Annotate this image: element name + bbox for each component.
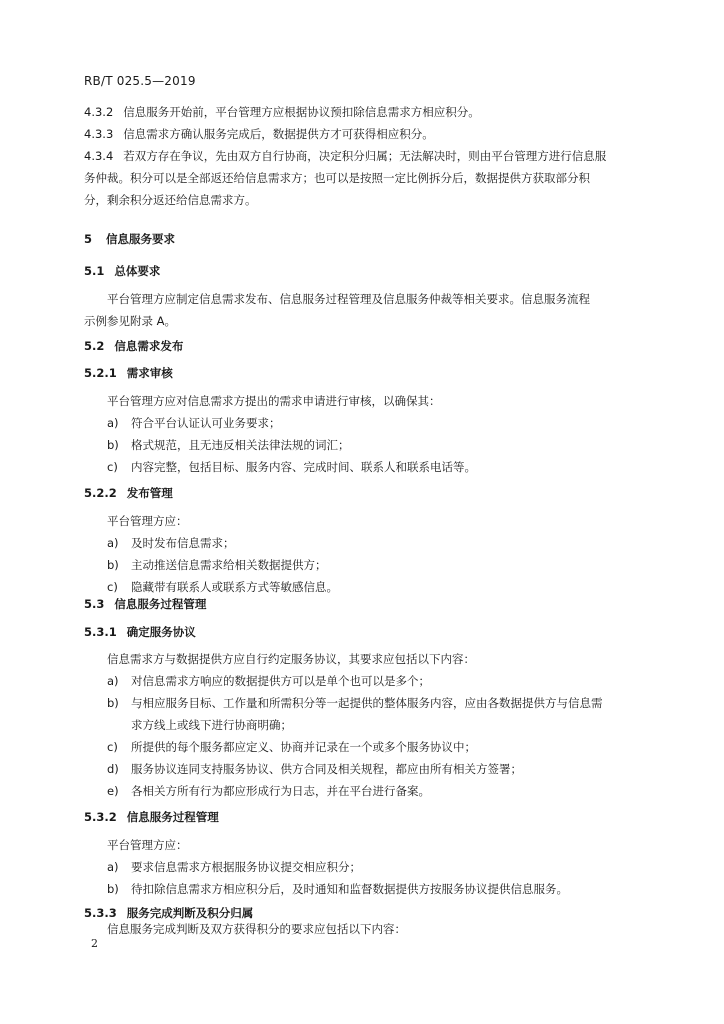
list-item-cont: 求方线上或线下进行协商明确； [131, 718, 292, 732]
section-title: 确定服务协议 [126, 625, 196, 639]
section-5-1-heading [84, 264, 654, 279]
list-marker: a) [107, 860, 119, 874]
section-title: 总体要求 [114, 264, 161, 278]
clause-4-3-3 [84, 127, 654, 142]
clause-4-3-2 [84, 105, 654, 120]
clause-text: 若双方存在争议，先由双方自行协商，决定积分归属；无法解决时，则由平台管理方进行信息服 [123, 149, 607, 163]
list-marker: b) [107, 558, 119, 572]
list-text: 主动推送信息需求给相关数据提供方； [131, 558, 327, 572]
paragraph: 信息服务完成判断及双方获得积分的要求应包括以下内容： [107, 922, 406, 936]
section-number: 5.3.1 [84, 625, 117, 639]
clause-text: 信息需求方确认服务完成后，数据提供方才可获得相应积分。 [123, 127, 434, 141]
clause-number: 4.3.4 [84, 149, 114, 163]
list-marker: b) [107, 882, 119, 896]
list-item [107, 416, 655, 431]
list-item [107, 882, 655, 897]
section-number: 5.2 [84, 339, 105, 353]
list-marker: d) [107, 762, 119, 776]
section-5-2-2-heading [84, 486, 654, 501]
list-item [107, 438, 655, 453]
list-item [107, 762, 655, 777]
list-marker: c) [107, 580, 118, 594]
paragraph: 平台管理方应制定信息需求发布、信息服务过程管理及信息服务仲裁等相关要求。信息服务流程 [107, 292, 590, 306]
list-marker: c) [107, 740, 118, 754]
section-title: 信息服务要求 [106, 232, 176, 246]
section-title: 发布管理 [126, 486, 173, 500]
list-marker: b) [107, 696, 119, 710]
section-5-2-heading [84, 339, 654, 354]
list-item [107, 784, 655, 799]
list-item [107, 558, 655, 573]
list-item [107, 460, 655, 475]
section-number: 5.2.1 [84, 366, 117, 380]
list-marker: e) [107, 784, 119, 798]
list-text: 各相关方所有行为都应形成行为日志，并在平台进行备案。 [131, 784, 430, 798]
clause-4-3-4-cont: 务仲裁。积分可以是全部返还给信息需求方；也可以是按照一定比例拆分后，数据提供方获取部分积 [84, 171, 590, 185]
section-number: 5.2.2 [84, 486, 117, 500]
list-text: 内容完整，包括目标、服务内容、完成时间、联系人和联系电话等。 [131, 460, 476, 474]
section-title: 需求审核 [126, 366, 173, 380]
section-title: 信息需求发布 [114, 339, 184, 353]
paragraph: 平台管理方应： [107, 514, 188, 528]
list-text: 要求信息需求方根据服务协议提交相应积分； [131, 860, 361, 874]
section-number: 5.3.2 [84, 810, 117, 824]
list-text: 隐藏带有联系人或联系方式等敏感信息。 [131, 580, 338, 594]
clause-4-3-4 [84, 149, 654, 164]
section-5-3-heading [84, 597, 654, 612]
list-item [107, 580, 655, 595]
list-item [107, 740, 655, 755]
list-marker: a) [107, 536, 119, 550]
list-item [107, 536, 655, 551]
section-5-heading [84, 232, 654, 247]
section-5-3-1-heading [84, 625, 654, 640]
section-title: 信息服务过程管理 [126, 810, 219, 824]
list-text: 格式规范，且无违反相关法律法规的词汇； [131, 438, 350, 452]
paragraph: 信息需求方与数据提供方应自行约定服务协议，其要求应包括以下内容： [107, 652, 475, 666]
list-marker: a) [107, 674, 119, 688]
list-item [107, 860, 655, 875]
section-title: 服务完成判断及积分归属 [126, 906, 254, 920]
doc-code-header: RB/T 025.5—2019 [84, 74, 196, 88]
list-text: 待扣除信息需求方相应积分后，及时通知和监督数据提供方按服务协议提供信息服务。 [131, 882, 568, 896]
list-item [107, 674, 655, 689]
list-text: 符合平台认证认可业务要求； [131, 416, 281, 430]
paragraph: 平台管理方应对信息需求方提出的需求申请进行审核，以确保其： [107, 394, 441, 408]
paragraph-cont: 示例参见附录 A。 [84, 314, 177, 328]
section-number: 5.1 [84, 264, 105, 278]
section-number: 5.3.3 [84, 906, 117, 920]
section-5-3-2-heading [84, 810, 654, 825]
list-marker: c) [107, 460, 118, 474]
clause-number: 4.3.2 [84, 105, 114, 119]
section-number: 5.3 [84, 597, 105, 611]
list-text: 及时发布信息需求； [131, 536, 235, 550]
list-text: 与相应服务目标、工作量和所需积分等一起提供的整体服务内容，应由各数据提供方与信息需 [131, 696, 603, 710]
page-number: 2 [91, 937, 98, 950]
list-text: 对信息需求方响应的数据提供方可以是单个也可以是多个； [131, 674, 430, 688]
section-5-2-1-heading [84, 366, 654, 381]
list-text: 服务协议连同支持服务协议、供方合同及相关规程，都应由所有相关方签署； [131, 762, 522, 776]
clause-4-3-4-cont: 分，剩余积分返还给信息需求方。 [84, 193, 257, 207]
section-5-3-3-heading [84, 906, 654, 921]
list-item [107, 696, 655, 711]
list-marker: b) [107, 438, 119, 452]
clause-number: 4.3.3 [84, 127, 114, 141]
section-number: 5 [84, 232, 93, 246]
clause-text: 信息服务开始前，平台管理方应根据协议预扣除信息需求方相应积分。 [123, 105, 480, 119]
section-title: 信息服务过程管理 [114, 597, 207, 611]
paragraph: 平台管理方应： [107, 838, 188, 852]
list-text: 所提供的每个服务都应定义、协商并记录在一个或多个服务协议中； [131, 740, 476, 754]
list-marker: a) [107, 416, 119, 430]
